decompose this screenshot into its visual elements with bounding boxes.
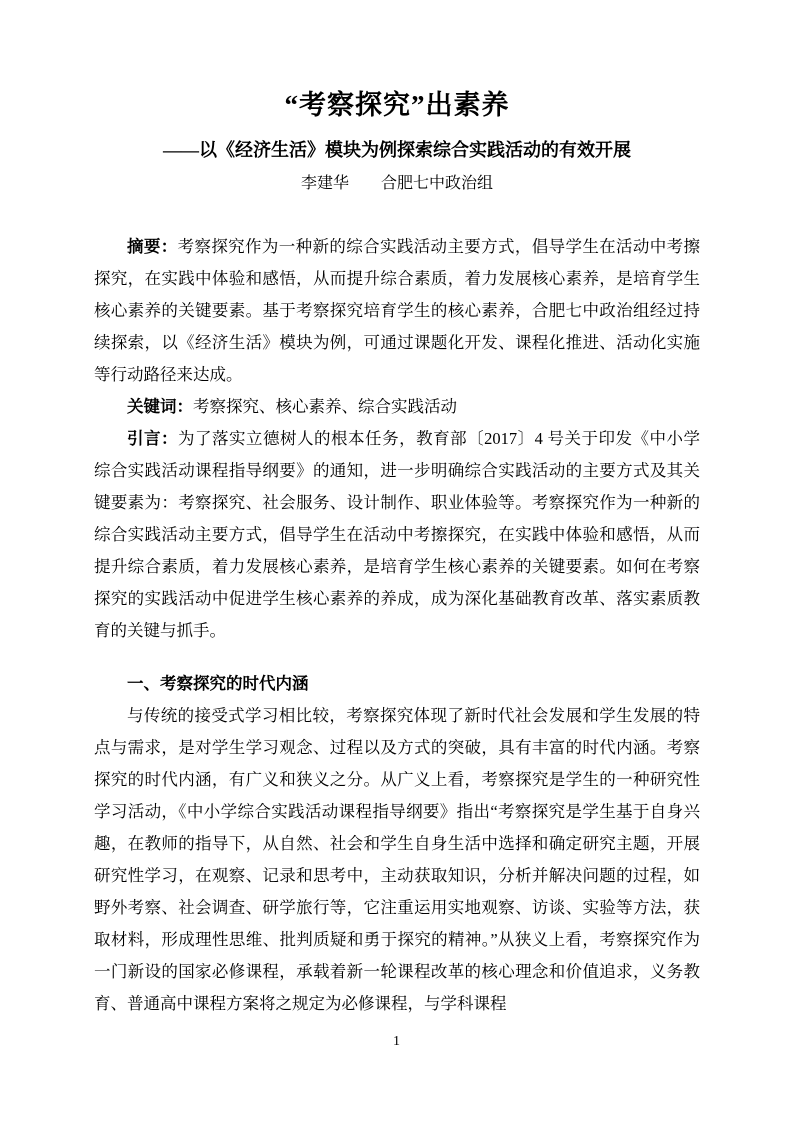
keywords-text: 考察探究、核心素养、综合实践活动 xyxy=(193,397,457,417)
abstract-text: 考察探究作为一种新的综合实践活动主要方式，倡导学生在活动中考擦探究，在实践中体验和感悟，从而提升综合素质，着力发展核心素养，是培育学生核心素养的关键要素。基于考察探究培育学生的核心素养，合肥七中政治组经过持续探索，以《经济生活》模块为例，可通过课题化开发、课程化推进、活动化实施等行动路径来达成。 xyxy=(94,237,701,385)
section1-heading: 一、考察探究的时代内涵 xyxy=(127,674,309,694)
keywords-paragraph xyxy=(94,391,700,423)
section1-paragraph: 与传统的接受式学习相比较，考察探究体现了新时代社会发展和学生发展的特点与需求，是对学生学习观念、过程以及方式的突破，具有丰富的时代内涵。考察探究的时代内涵，有广义和狭义之分。从广义上看，考察探究是学生的一种研究性学习活动，《中小学综合实践活动课程指导纲要》指出“考察探究是学生基于自身兴趣，在教师的指导下，从自然、社会和学生自身生活中选择和确定研究主题，开展研究性学习，在观察、记录和思考中，主动获取知识，分析并解决问题的过程，如野外考察、社会调查、研学旅行等，它注重运用实地观察、访谈、实验等方法，获取材料，形成理性思维、批判质疑和勇于探究的精神。”从狭义上看，考察探究作为一门新设的国家必修课程，承载着新一轮课程改革的核心理念和价值追求，义务教育、普通高中课程方案将之规定为必修课程，与学科课程 xyxy=(94,706,700,1014)
keywords-label: 关键词： xyxy=(127,397,193,417)
introduction-paragraph xyxy=(94,423,700,647)
page-number: 1 xyxy=(393,1034,400,1049)
introduction-text: 为了落实立德树人的根本任务，教育部〔2017〕4 号关于印发《中小学综合实践活动课程指导纲要》的通知，进一步明确综合实践活动的主要方式及其关键要素为：考察探究、社会服务、设计制作、职业体验等。考察探究作为一种新的综合实践活动主要方式，倡导学生在活动中考擦探究，在实践中体验和感悟，从而提升综合素质，着力发展核心素养，是培育学生核心素养的关键要素。如何在考察探究的实践活动中促进学生核心素养的养成，成为深化基础教育改革、落实素质教育的关键与抓手。 xyxy=(94,429,701,641)
page-subtitle: ——以《经济生活》模块为例探索综合实践活动的有效开展 xyxy=(163,140,631,161)
abstract-paragraph xyxy=(94,231,700,391)
author-line: 李建华 合肥七中政治组 xyxy=(300,175,493,193)
abstract-label: 摘要： xyxy=(127,237,178,257)
introduction-label: 引言： xyxy=(127,429,179,449)
page-title: “考察探究”出素养 xyxy=(284,90,510,120)
